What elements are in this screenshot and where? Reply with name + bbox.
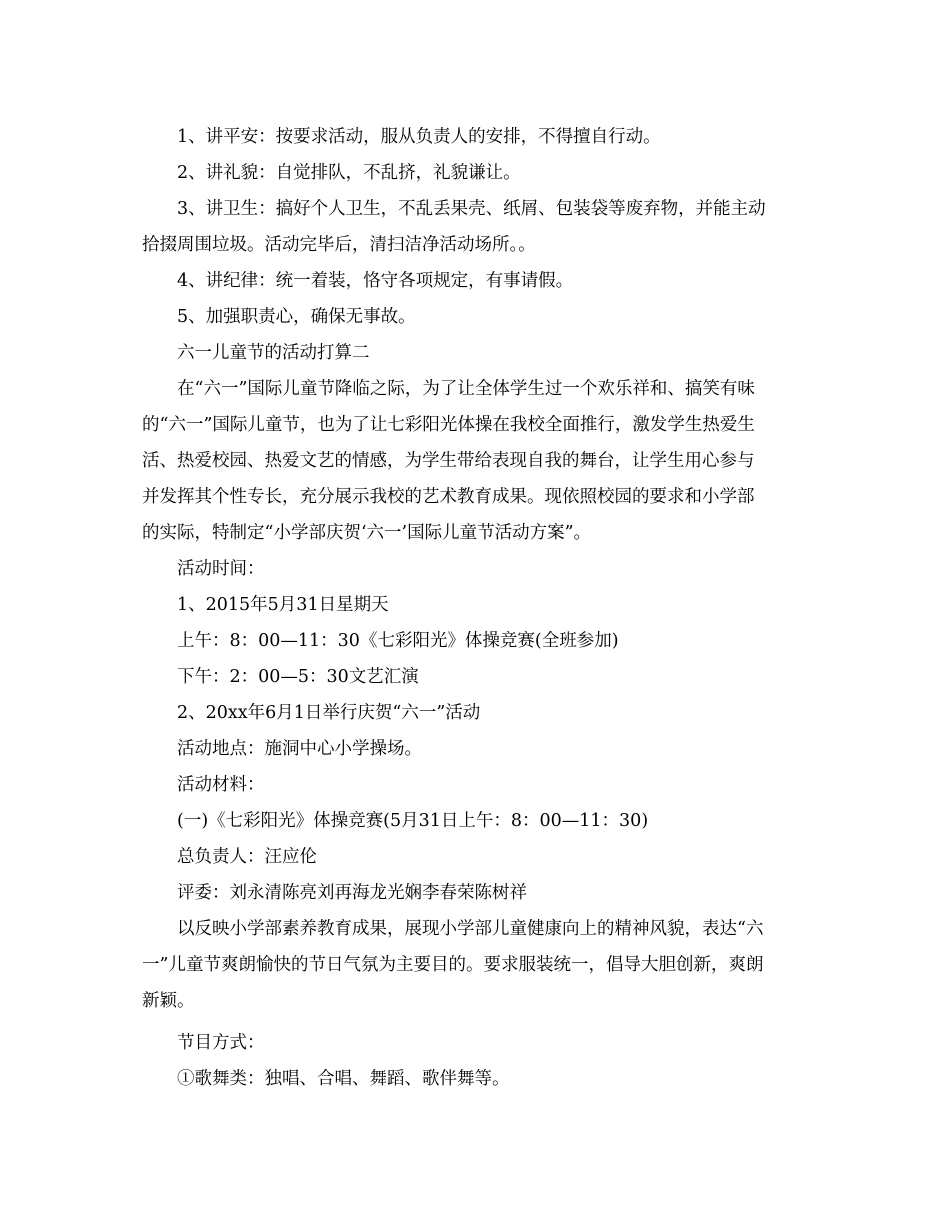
program-format-heading: 节目方式： <box>177 1033 265 1053</box>
rule-hygiene <box>142 191 810 263</box>
intro-line-2: 的“六一”国际儿童节，也为了让七彩阳光体操在我校全面推行，激发学生热爱生 <box>142 415 755 435</box>
program-type-song-dance: ①歌舞类：独唱、合唱、舞蹈、歌伴舞等。 <box>177 1069 510 1089</box>
chief-person-in-charge: 总负责人：汪应伦 <box>177 847 317 867</box>
rule-discipline: 4、讲纪律：统一着装，恪守各项规定，有事请假。 <box>177 271 574 291</box>
intro-line-4: 并发挥其个性专长，充分展示我校的艺术教育成果。现依照校园的要求和小学部 <box>142 487 755 507</box>
date-1: 1、2015年5月31日星期天 <box>177 595 389 615</box>
rule-hygiene-line-2: 拾掇周围垃圾。活动完毕后，清扫洁净活动场所。。 <box>142 235 536 255</box>
intro-line-1: 在“六一”国际儿童节降临之际，为了让全体学生过一个欢乐祥和、搞笑有味 <box>177 379 755 399</box>
rule-hygiene-line-1: 3、讲卫生：搞好个人卫生，不乱丢果壳、纸屑、包装袋等废弃物，并能主动 <box>177 199 766 219</box>
morning-schedule: 上午：8：00—11：30《七彩阳光》体操竞赛(全班参加) <box>177 631 619 651</box>
intro-line-3: 活、热爱校园、热爱文艺的情感，为学生带给表现自我的舞台，让学生用心参与 <box>142 451 755 471</box>
judges-list: 评委：刘永清陈亮刘再海龙光娴李春荣陈树祥 <box>177 883 527 903</box>
rule-responsibility: 5、加强职责心，确保无事故。 <box>177 307 416 327</box>
rule-safety: 1、讲平安：按要求活动，服从负责人的安排，不得擅自行动。 <box>177 127 661 147</box>
intro-paragraph <box>142 371 810 551</box>
intro-line-5: 的实际，特制定“小学部庆贺‘六一’国际儿童节活动方案”。 <box>142 523 592 543</box>
afternoon-schedule: 下午：2：00—5：30文艺汇演 <box>177 667 419 687</box>
activity-materials-heading: 活动材料： <box>177 775 265 795</box>
purpose-line-3: 新颖。 <box>142 991 195 1011</box>
rule-courtesy: 2、讲礼貌：自觉排队，不乱挤，礼貌谦让。 <box>177 163 521 183</box>
activity-time-heading: 活动时间： <box>177 559 265 579</box>
document-body <box>142 119 810 1097</box>
purpose-paragraph <box>142 911 810 1019</box>
purpose-line-2: 一”儿童节爽朗愉快的节日气氛为主要目的。要求服装统一，倡导大胆创新，爽朗 <box>142 955 764 975</box>
activity-location: 活动地点：施洞中心小学操场。 <box>177 739 422 759</box>
section-title: 六一儿童节的活动打算二 <box>177 343 370 363</box>
purpose-line-1: 以反映小学部素养教育成果，展现小学部儿童健康向上的精神风貌，表达“六 <box>177 919 764 939</box>
date-2: 2、20xx年6月1日举行庆贺“六一”活动 <box>177 703 481 723</box>
gymnastics-contest: (一)《七彩阳光》体操竞赛(5月31日上午：8：00—11：30) <box>177 811 649 831</box>
